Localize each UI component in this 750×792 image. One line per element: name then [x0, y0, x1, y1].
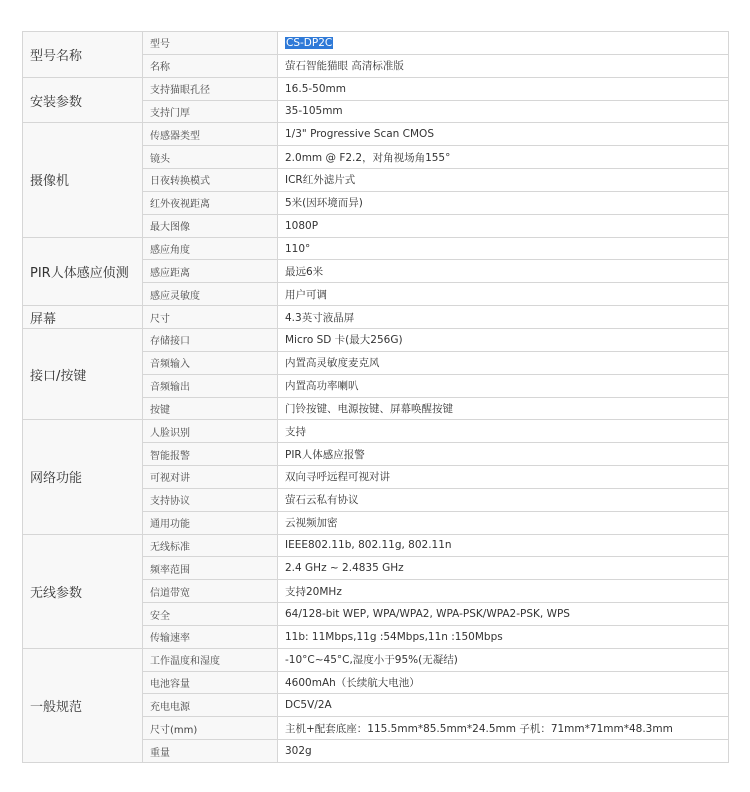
spec-label: 镜头 — [143, 146, 278, 169]
spec-label: 工作温度和湿度 — [143, 648, 278, 671]
spec-label: 电池容量 — [143, 671, 278, 694]
spec-value: 1/3" Progressive Scan CMOS — [278, 123, 729, 146]
spec-value: DC5V/2A — [278, 694, 729, 717]
spec-value — [278, 32, 729, 55]
spec-label: 音频输入 — [143, 351, 278, 374]
section-category: 安装参数 — [23, 77, 143, 123]
spec-value: 门铃按键、电源按键、屏幕唤醒按键 — [278, 397, 729, 420]
section-category: 无线参数 — [23, 534, 143, 648]
spec-label: 最大图像 — [143, 214, 278, 237]
spec-row — [23, 237, 729, 260]
spec-value: 4.3英寸液晶屏 — [278, 306, 729, 329]
spec-label: 按键 — [143, 397, 278, 420]
spec-value: 主机+配套底座：115.5mm*85.5mm*24.5mm 子机：71mm*71mm*48.3mm — [278, 717, 729, 740]
spec-label: 可视对讲 — [143, 466, 278, 489]
section-category: 一般规范 — [23, 648, 143, 762]
spec-value: 4600mAh（长续航大电池） — [278, 671, 729, 694]
spec-value: 302g — [278, 740, 729, 763]
spec-label: 通用功能 — [143, 511, 278, 534]
spec-row — [23, 77, 729, 100]
spec-label: 感应灵敏度 — [143, 283, 278, 306]
spec-label: 信道带宽 — [143, 580, 278, 603]
spec-value: 5米(因环境而异) — [278, 191, 729, 214]
section-category: 网络功能 — [23, 420, 143, 534]
section-category: 接口/按键 — [23, 328, 143, 419]
spec-value: 2.4 GHz ~ 2.4835 GHz — [278, 557, 729, 580]
selected-model-text[interactable]: CS-DP2C — [286, 36, 333, 49]
spec-label: 存储接口 — [143, 328, 278, 351]
spec-value: ICR红外滤片式 — [278, 169, 729, 192]
spec-row — [23, 648, 729, 671]
spec-label: 感应角度 — [143, 237, 278, 260]
spec-label: 频率范围 — [143, 557, 278, 580]
spec-value: 云视频加密 — [278, 511, 729, 534]
spec-label: 传感器类型 — [143, 123, 278, 146]
spec-row — [23, 306, 729, 329]
section-category: PIR人体感应侦测 — [23, 237, 143, 306]
spec-label: 名称 — [143, 54, 278, 77]
spec-value: 最远6米 — [278, 260, 729, 283]
spec-label: 支持猫眼孔径 — [143, 77, 278, 100]
spec-value: 16.5-50mm — [278, 77, 729, 100]
spec-value: 双向寻呼远程可视对讲 — [278, 466, 729, 489]
spec-label: 支持门厚 — [143, 100, 278, 123]
spec-value: 1080P — [278, 214, 729, 237]
spec-value: 64/128-bit WEP, WPA/WPA2, WPA-PSK/WPA2-PSK, WPS — [278, 603, 729, 626]
spec-value: 萤石云私有协议 — [278, 488, 729, 511]
spec-value: 用户可调 — [278, 283, 729, 306]
spec-table-body — [23, 32, 729, 763]
spec-value: 支持20MHz — [278, 580, 729, 603]
spec-value: 35-105mm — [278, 100, 729, 123]
spec-row — [23, 32, 729, 55]
spec-label: 尺寸 — [143, 306, 278, 329]
section-category: 摄像机 — [23, 123, 143, 237]
spec-row — [23, 328, 729, 351]
spec-value: PIR人体感应报警 — [278, 443, 729, 466]
spec-label: 重量 — [143, 740, 278, 763]
spec-label: 音频输出 — [143, 374, 278, 397]
spec-row — [23, 420, 729, 443]
spec-value: IEEE802.11b, 802.11g, 802.11n — [278, 534, 729, 557]
section-category: 型号名称 — [23, 32, 143, 78]
spec-value: 内置高灵敏度麦克风 — [278, 351, 729, 374]
spec-value: 2.0mm @ F2.2，对角视场角155° — [278, 146, 729, 169]
spec-value: -10°C~45°C,湿度小于95%(无凝结) — [278, 648, 729, 671]
spec-label: 日夜转换模式 — [143, 169, 278, 192]
spec-label: 智能报警 — [143, 443, 278, 466]
spec-label: 人脸识别 — [143, 420, 278, 443]
spec-label: 传输速率 — [143, 625, 278, 648]
section-category: 屏幕 — [23, 306, 143, 329]
spec-value: 支持 — [278, 420, 729, 443]
spec-row — [23, 534, 729, 557]
spec-value: 110° — [278, 237, 729, 260]
spec-value: Micro SD 卡(最大256G) — [278, 328, 729, 351]
spec-table — [22, 31, 729, 763]
spec-label: 尺寸(mm) — [143, 717, 278, 740]
spec-label: 无线标准 — [143, 534, 278, 557]
spec-label: 感应距离 — [143, 260, 278, 283]
spec-value: 萤石智能猫眼 高清标准版 — [278, 54, 729, 77]
spec-label: 支持协议 — [143, 488, 278, 511]
spec-label: 红外夜视距离 — [143, 191, 278, 214]
spec-row — [23, 123, 729, 146]
spec-label: 型号 — [143, 32, 278, 55]
spec-value: 11b: 11Mbps,11g :54Mbps,11n :150Mbps — [278, 625, 729, 648]
spec-value: 内置高功率喇叭 — [278, 374, 729, 397]
spec-label: 充电电源 — [143, 694, 278, 717]
spec-label: 安全 — [143, 603, 278, 626]
